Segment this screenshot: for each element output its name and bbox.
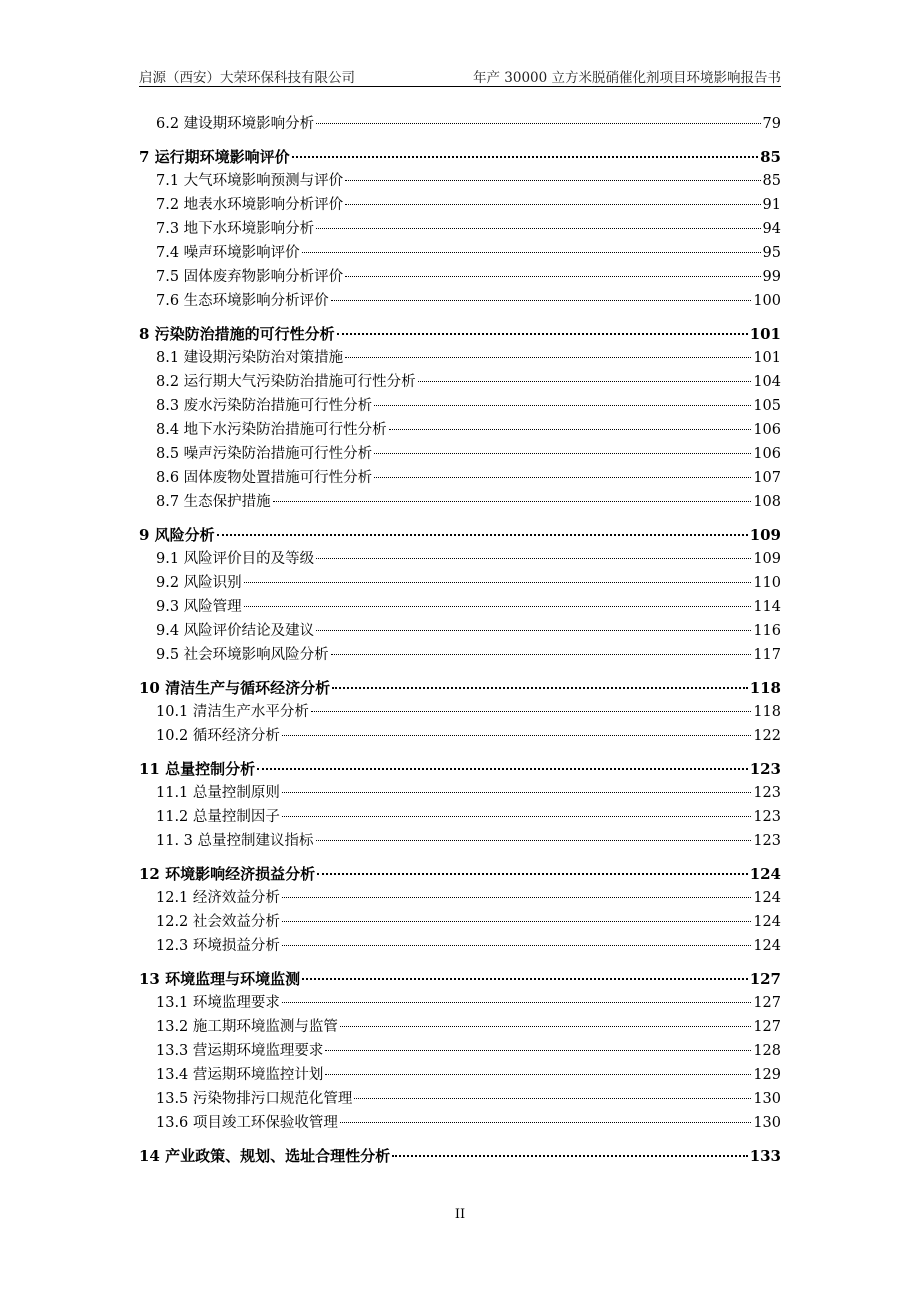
toc-entry-label: 8.4 地下水污染防治措施可行性分析 bbox=[156, 422, 387, 438]
toc-dot-leader bbox=[282, 945, 751, 946]
toc-section-entry[interactable] bbox=[139, 217, 781, 241]
toc-entry-page-number: 101 bbox=[753, 350, 781, 366]
toc-entry-page-number: 105 bbox=[753, 398, 781, 414]
toc-section-entry[interactable] bbox=[139, 805, 781, 829]
toc-entry-label: 8.7 生态保护措施 bbox=[156, 494, 271, 510]
page-number: II bbox=[454, 1207, 466, 1222]
toc-dot-leader bbox=[316, 228, 760, 229]
toc-entry-page-number: 124 bbox=[753, 890, 781, 906]
toc-dot-leader bbox=[354, 1098, 751, 1099]
toc-entry-page-number: 104 bbox=[753, 374, 781, 390]
toc-entry-label: 8.3 废水污染防治措施可行性分析 bbox=[156, 398, 373, 414]
toc-dot-leader bbox=[282, 816, 751, 817]
toc-entry-label: 7.5 固体废弃物影响分析评价 bbox=[156, 269, 344, 285]
table-of-contents bbox=[139, 112, 781, 1168]
toc-entry-label: 9.2 风险识别 bbox=[156, 575, 242, 591]
toc-entry-page-number: 100 bbox=[753, 293, 781, 309]
toc-entry-label: 13.2 施工期环境监测与监管 bbox=[156, 1019, 338, 1035]
toc-section-entry[interactable] bbox=[139, 394, 781, 418]
toc-dot-leader bbox=[282, 921, 751, 922]
toc-section-entry[interactable] bbox=[139, 1111, 781, 1135]
toc-dot-leader bbox=[374, 405, 751, 406]
toc-dot-leader bbox=[316, 123, 760, 124]
toc-section-entry[interactable] bbox=[139, 619, 781, 643]
toc-dot-leader bbox=[273, 501, 752, 502]
toc-section-entry[interactable] bbox=[139, 241, 781, 265]
toc-entry-page-number: 99 bbox=[762, 269, 781, 285]
toc-section-entry[interactable] bbox=[139, 370, 781, 394]
toc-entry-page-number: 123 bbox=[753, 785, 781, 801]
toc-entry-page-number: 123 bbox=[753, 833, 781, 849]
toc-dot-leader bbox=[325, 1050, 751, 1051]
toc-entry-page-number: 106 bbox=[753, 446, 781, 462]
toc-entry-label: 9.4 风险评价结论及建议 bbox=[156, 623, 315, 639]
toc-entry-label: 7.1 大气环境影响预测与评价 bbox=[156, 173, 344, 189]
toc-dot-leader bbox=[317, 873, 748, 875]
toc-entry-label: 12.1 经济效益分析 bbox=[156, 890, 280, 906]
toc-entry-page-number: 91 bbox=[762, 197, 781, 213]
toc-entry-label: 10 清洁生产与循环经济分析 bbox=[139, 679, 331, 697]
toc-entry-label: 13.3 营运期环境监理要求 bbox=[156, 1043, 324, 1059]
toc-entry-label: 9.1 风险评价目的及等级 bbox=[156, 551, 315, 567]
toc-dot-leader bbox=[282, 1002, 751, 1003]
toc-entry-page-number: 129 bbox=[753, 1067, 781, 1083]
toc-section-entry[interactable] bbox=[139, 346, 781, 370]
toc-section-entry[interactable] bbox=[139, 547, 781, 571]
toc-section-entry[interactable] bbox=[139, 1063, 781, 1087]
toc-entry-page-number: 124 bbox=[753, 914, 781, 930]
toc-entry-label: 8 污染防治措施的可行性分析 bbox=[139, 325, 335, 343]
toc-section-entry[interactable] bbox=[139, 265, 781, 289]
toc-entry-page-number: 110 bbox=[753, 575, 781, 591]
toc-entry-page-number: 116 bbox=[753, 623, 781, 639]
toc-chapter-entry[interactable] bbox=[139, 145, 781, 169]
toc-entry-page-number: 117 bbox=[753, 647, 781, 663]
toc-section-entry[interactable] bbox=[139, 934, 781, 958]
toc-dot-leader bbox=[316, 840, 752, 841]
toc-entry-page-number: 123 bbox=[749, 760, 781, 778]
toc-dot-leader bbox=[302, 252, 761, 253]
toc-entry-page-number: 109 bbox=[753, 551, 781, 567]
toc-entry-label: 7.2 地表水环境影响分析评价 bbox=[156, 197, 344, 213]
toc-dot-leader bbox=[340, 1026, 751, 1027]
toc-chapter-entry[interactable] bbox=[139, 523, 781, 547]
toc-section-entry[interactable] bbox=[139, 112, 781, 136]
toc-dot-leader bbox=[340, 1122, 751, 1123]
toc-dot-leader bbox=[331, 654, 752, 655]
toc-entry-page-number: 95 bbox=[762, 245, 781, 261]
toc-entry-page-number: 127 bbox=[753, 1019, 781, 1035]
toc-section-entry[interactable] bbox=[139, 193, 781, 217]
toc-chapter-entry[interactable] bbox=[139, 322, 781, 346]
toc-dot-leader bbox=[316, 558, 751, 559]
toc-entry-page-number: 124 bbox=[753, 938, 781, 954]
toc-entry-label: 13.6 项目竣工环保验收管理 bbox=[156, 1115, 338, 1131]
toc-entry-page-number: 85 bbox=[760, 148, 781, 166]
toc-entry-label: 10.1 清洁生产水平分析 bbox=[156, 704, 309, 720]
toc-section-entry[interactable] bbox=[139, 466, 781, 490]
toc-entry-page-number: 94 bbox=[762, 221, 781, 237]
toc-entry-label: 12.3 环境损益分析 bbox=[156, 938, 280, 954]
toc-section-entry[interactable] bbox=[139, 418, 781, 442]
toc-section-entry[interactable] bbox=[139, 1039, 781, 1063]
toc-dot-leader bbox=[282, 792, 751, 793]
toc-entry-label: 11. 3 总量控制建议指标 bbox=[156, 833, 314, 849]
toc-entry-page-number: 128 bbox=[753, 1043, 781, 1059]
toc-entry-label: 7.4 噪声环境影响评价 bbox=[156, 245, 300, 261]
toc-section-entry[interactable] bbox=[139, 700, 781, 724]
toc-entry-label: 10.2 循环经济分析 bbox=[156, 728, 280, 744]
toc-dot-leader bbox=[374, 453, 751, 454]
toc-entry-label: 9.3 风险管理 bbox=[156, 599, 242, 615]
toc-dot-leader bbox=[282, 735, 751, 736]
toc-entry-label: 13.5 污染物排污口规范化管理 bbox=[156, 1091, 353, 1107]
toc-entry-page-number: 107 bbox=[753, 470, 781, 486]
toc-dot-leader bbox=[337, 333, 748, 335]
toc-entry-label: 11.2 总量控制因子 bbox=[156, 809, 280, 825]
toc-dot-leader bbox=[244, 606, 752, 607]
toc-entry-page-number: 130 bbox=[753, 1115, 781, 1131]
toc-section-entry[interactable] bbox=[139, 1087, 781, 1111]
toc-section-entry[interactable] bbox=[139, 643, 781, 667]
toc-entry-label: 8.5 噪声污染防治措施可行性分析 bbox=[156, 446, 373, 462]
toc-dot-leader bbox=[418, 381, 752, 382]
toc-section-entry[interactable] bbox=[139, 595, 781, 619]
toc-entry-page-number: 122 bbox=[753, 728, 781, 744]
toc-entry-label: 8.1 建设期污染防治对策措施 bbox=[156, 350, 344, 366]
header-report-title: 年产 30000 立方米脱硝催化剂项目环境影响报告书 bbox=[472, 70, 781, 86]
page-header bbox=[139, 64, 781, 86]
toc-section-entry[interactable] bbox=[139, 781, 781, 805]
toc-entry-label: 7.3 地下水环境影响分析 bbox=[156, 221, 315, 237]
toc-dot-leader bbox=[325, 1074, 751, 1075]
toc-dot-leader bbox=[217, 534, 748, 536]
toc-dot-leader bbox=[311, 711, 751, 712]
toc-section-entry[interactable] bbox=[139, 829, 781, 853]
toc-section-entry[interactable] bbox=[139, 169, 781, 193]
toc-entry-page-number: 85 bbox=[762, 173, 781, 189]
toc-entry-page-number: 114 bbox=[753, 599, 781, 615]
toc-section-entry[interactable] bbox=[139, 490, 781, 514]
toc-chapter-entry[interactable] bbox=[139, 676, 781, 700]
toc-section-entry[interactable] bbox=[139, 442, 781, 466]
toc-chapter-entry[interactable] bbox=[139, 1144, 781, 1168]
toc-entry-page-number: 127 bbox=[753, 995, 781, 1011]
toc-entry-label: 9.5 社会环境影响风险分析 bbox=[156, 647, 329, 663]
toc-section-entry[interactable] bbox=[139, 886, 781, 910]
toc-entry-label: 12.2 社会效益分析 bbox=[156, 914, 280, 930]
toc-entry-page-number: 109 bbox=[749, 526, 781, 544]
toc-dot-leader bbox=[374, 477, 751, 478]
toc-dot-leader bbox=[257, 768, 748, 770]
toc-dot-leader bbox=[392, 1155, 748, 1157]
toc-dot-leader bbox=[345, 180, 760, 181]
toc-dot-leader bbox=[292, 156, 758, 158]
toc-entry-label: 14 产业政策、规划、选址合理性分析 bbox=[139, 1147, 391, 1165]
toc-section-entry[interactable] bbox=[139, 724, 781, 748]
header-company: 启源（西安）大荣环保科技有限公司 bbox=[139, 70, 355, 86]
toc-dot-leader bbox=[332, 687, 748, 689]
toc-chapter-entry[interactable] bbox=[139, 967, 781, 991]
toc-dot-leader bbox=[345, 204, 760, 205]
toc-entry-page-number: 124 bbox=[749, 865, 781, 883]
toc-entry-page-number: 101 bbox=[749, 325, 781, 343]
toc-entry-page-number: 118 bbox=[749, 679, 781, 697]
toc-dot-leader bbox=[345, 357, 751, 358]
toc-section-entry[interactable] bbox=[139, 1015, 781, 1039]
toc-entry-label: 13 环境监理与环境监测 bbox=[139, 970, 301, 988]
toc-chapter-entry[interactable] bbox=[139, 757, 781, 781]
toc-dot-leader bbox=[282, 897, 751, 898]
toc-entry-label: 13.4 营运期环境监控计划 bbox=[156, 1067, 324, 1083]
toc-entry-label: 8.6 固体废物处置措施可行性分析 bbox=[156, 470, 373, 486]
toc-entry-label: 13.1 环境监理要求 bbox=[156, 995, 280, 1011]
toc-dot-leader bbox=[302, 978, 748, 980]
toc-entry-label: 9 风险分析 bbox=[139, 526, 215, 544]
toc-dot-leader bbox=[244, 582, 752, 583]
toc-entry-page-number: 133 bbox=[749, 1147, 781, 1165]
header-divider bbox=[139, 86, 781, 87]
toc-entry-label: 7 运行期环境影响评价 bbox=[139, 148, 290, 166]
toc-entry-page-number: 127 bbox=[749, 970, 781, 988]
toc-entry-page-number: 108 bbox=[753, 494, 781, 510]
toc-dot-leader bbox=[331, 300, 752, 301]
toc-section-entry[interactable] bbox=[139, 910, 781, 934]
toc-entry-label: 11 总量控制分析 bbox=[139, 760, 256, 778]
toc-entry-label: 6.2 建设期环境影响分析 bbox=[156, 116, 315, 132]
toc-entry-page-number: 123 bbox=[753, 809, 781, 825]
toc-section-entry[interactable] bbox=[139, 289, 781, 313]
toc-chapter-entry[interactable] bbox=[139, 862, 781, 886]
toc-entry-page-number: 79 bbox=[762, 116, 781, 132]
toc-entry-label: 11.1 总量控制原则 bbox=[156, 785, 280, 801]
toc-entry-page-number: 130 bbox=[753, 1091, 781, 1107]
toc-entry-page-number: 106 bbox=[753, 422, 781, 438]
toc-entry-label: 8.2 运行期大气污染防治措施可行性分析 bbox=[156, 374, 416, 390]
toc-entry-page-number: 118 bbox=[753, 704, 781, 720]
toc-dot-leader bbox=[316, 630, 751, 631]
toc-entry-label: 12 环境影响经济损益分析 bbox=[139, 865, 316, 883]
toc-section-entry[interactable] bbox=[139, 991, 781, 1015]
toc-section-entry[interactable] bbox=[139, 571, 781, 595]
toc-dot-leader bbox=[345, 276, 760, 277]
toc-entry-label: 7.6 生态环境影响分析评价 bbox=[156, 293, 329, 309]
toc-dot-leader bbox=[389, 429, 752, 430]
